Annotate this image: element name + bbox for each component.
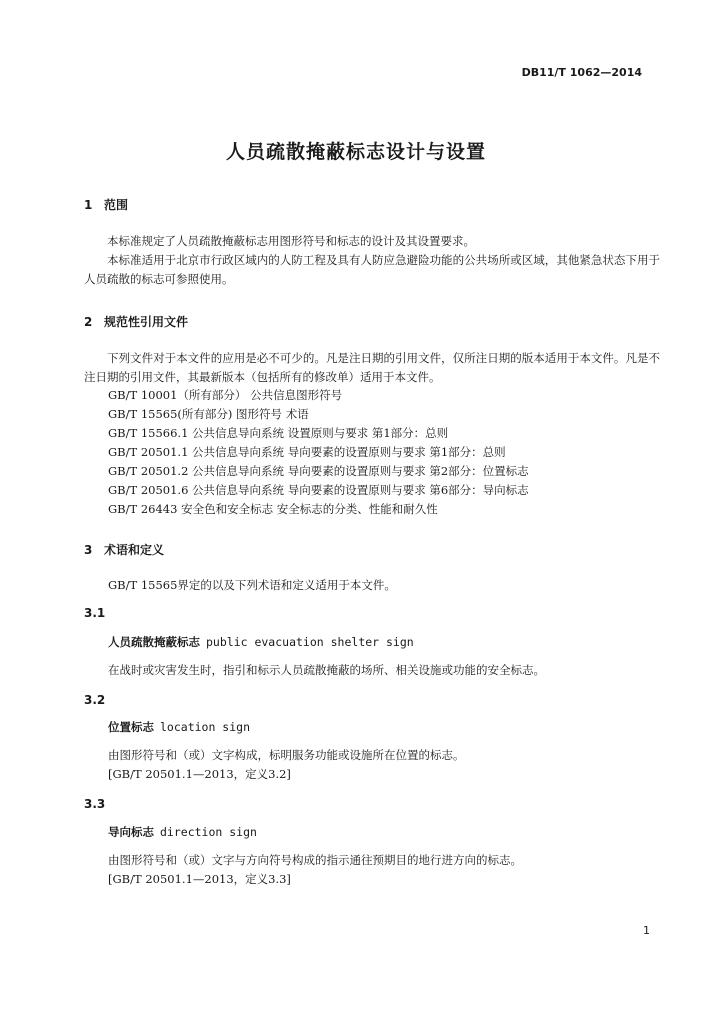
page-number: 1 [643,924,650,937]
term-definition: 由图形符号和（或）文字构成，标明服务功能或设施所在位置的标志。 [108,748,465,762]
reference-item: GB/T 26443 安全色和安全标志 安全标志的分类、性能和耐久性 [108,502,438,516]
term-definition: 由图形符号和（或）文字与方向符号构成的指示通往预期目的地行进方向的标志。 [108,853,522,867]
section-3-heading [84,541,164,558]
term-source: [GB/T 20501.1—2013，定义3.3] [108,872,291,886]
term-heading [108,634,414,650]
term-source: [GB/T 20501.1—2013，定义3.2] [108,767,291,781]
term-definition: 在战时或灾害发生时，指引和标示人员疏散掩蔽的场所、相关设施或功能的安全标志。 [108,663,545,677]
term-en: location sign [160,720,251,734]
document-code: DB11/T 1062—2014 [521,66,642,79]
document-title: 人员疏散掩蔽标志设计与设置 [225,141,486,163]
section-1-heading [84,196,128,213]
term-en: direction sign [160,825,257,839]
reference-item: GB/T 15566.1 公共信息导向系统 设置原则与要求 第1部分：总则 [108,426,449,440]
reference-item: GB/T 20501.2 公共信息导向系统 导向要素的设置原则与要求 第2部分：位置标志 [108,464,529,478]
section-2-intro: 下列文件对于本文件的应用是必不可少的。凡是注日期的引用文件，仅所注日期的版本适用于本文件。凡是不注日期的引用文件，其最新版本（包括所有的修改单）适用于本文件。 [84,351,660,384]
term-en: public evacuation shelter sign [206,635,414,649]
reference-item: GB/T 10001（所有部分） 公共信息图形符号 [108,388,343,402]
reference-item: GB/T 15565(所有部分) 图形符号 术语 [108,407,309,421]
term-zh: 导向标志 [108,825,154,839]
term-number: 3.1 [84,606,106,620]
reference-item: GB/T 20501.1 公共信息导向系统 导向要素的设置原则与要求 第1部分：总则 [108,445,506,459]
term-number: 3.3 [84,797,106,811]
section-1-paragraph-2: 本标准适用于北京市行政区域内的人防工程及具有人防应急避险功能的公共场所或区域，其他紧急状态下用于人员疏散的标志可参照使用。 [84,253,660,286]
term-heading [108,719,250,735]
section-number: 1 [84,198,93,212]
section-title: 规范性引用文件 [104,315,189,329]
term-zh: 人员疏散掩蔽标志 [108,635,200,649]
section-3-intro: GB/T 15565界定的以及下列术语和定义适用于本文件。 [108,578,396,592]
section-number: 3 [84,543,93,557]
section-title: 范围 [104,198,129,212]
section-number: 2 [84,315,93,329]
term-zh: 位置标志 [108,720,154,734]
section-title: 术语和定义 [104,543,165,557]
term-heading [108,824,257,840]
term-number: 3.2 [84,693,106,707]
section-2-heading [84,313,188,330]
reference-item: GB/T 20501.6 公共信息导向系统 导向要素的设置原则与要求 第6部分：导向标志 [108,483,529,497]
section-1-paragraph-1: 本标准规定了人员疏散掩蔽标志用图形符号和标志的设计及其设置要求。 [107,234,475,248]
